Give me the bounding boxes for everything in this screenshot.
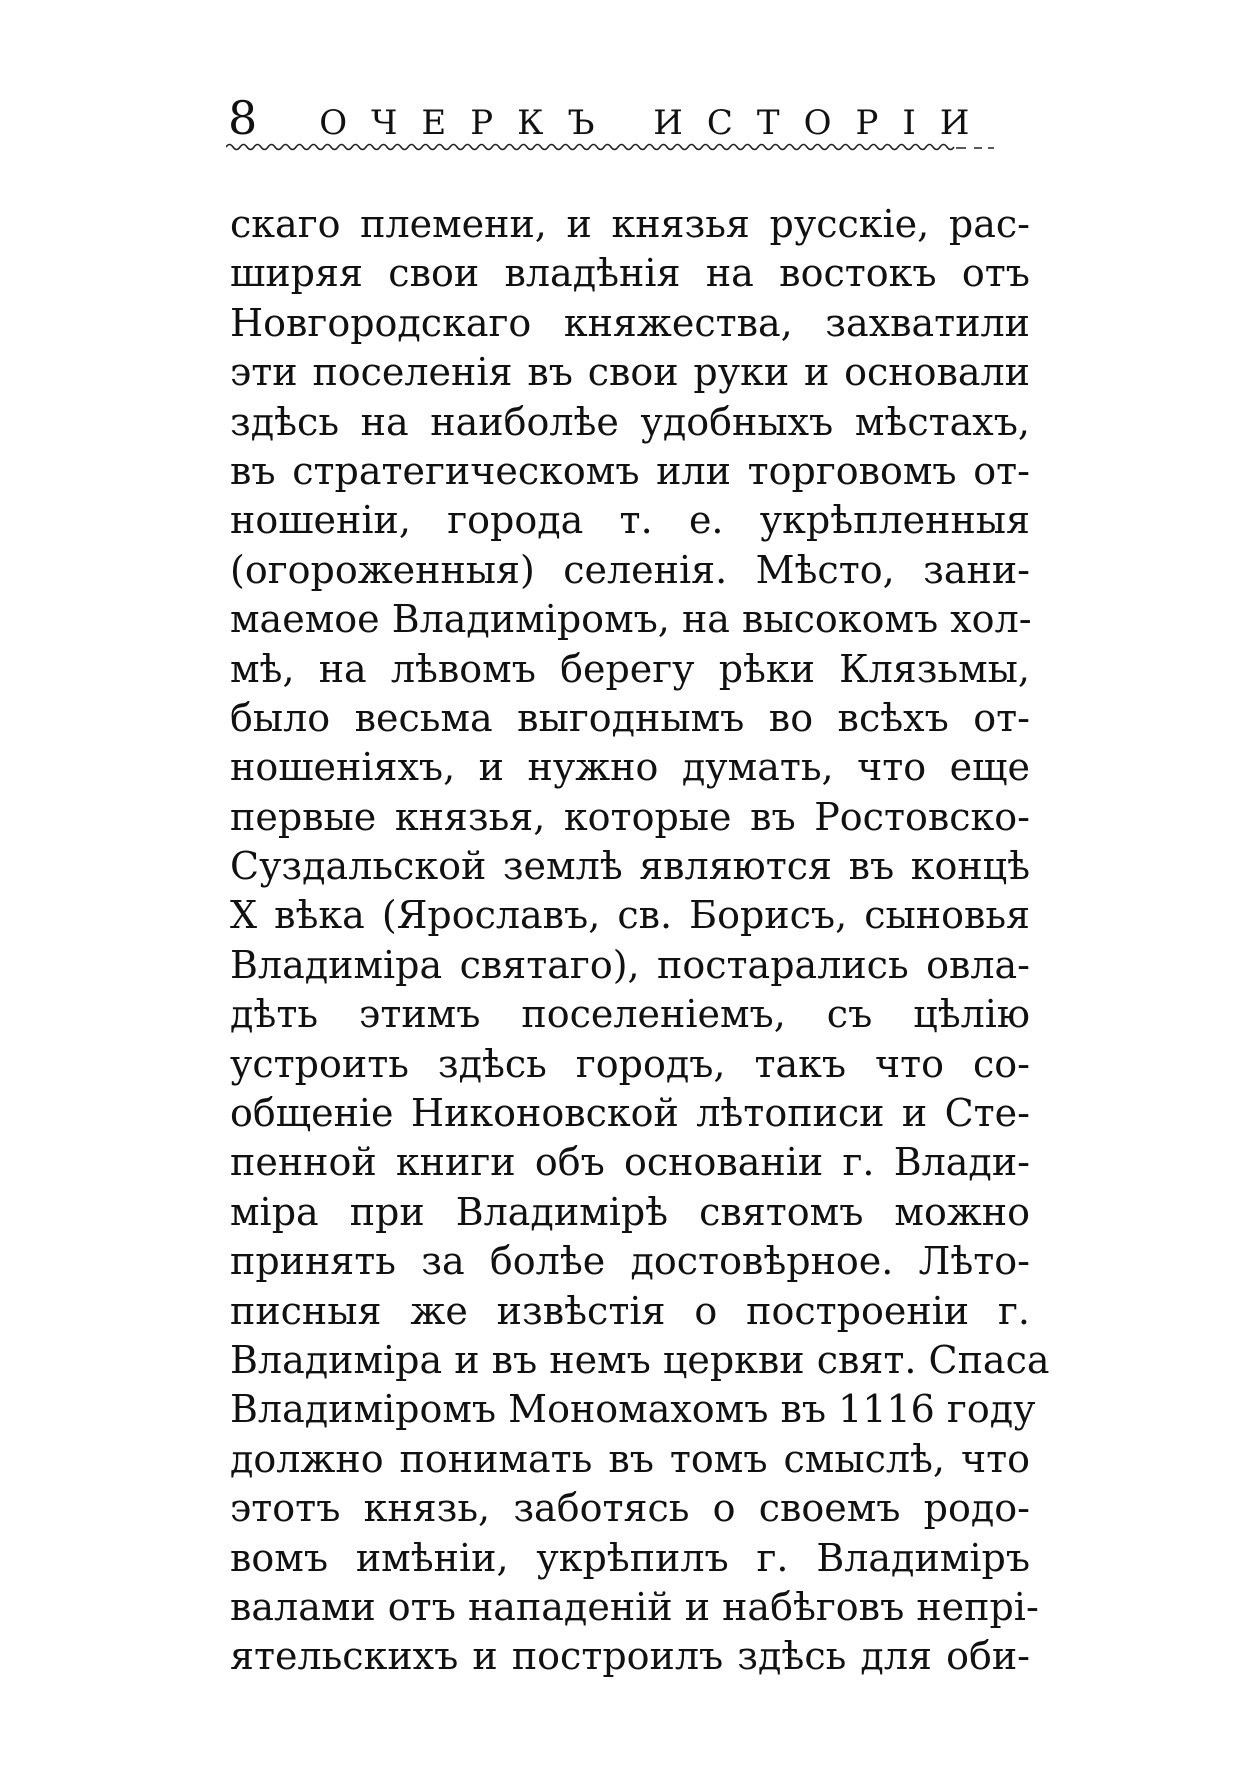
- running-title: ОЧЕРКЪ ИСТОРІИ: [319, 103, 994, 143]
- text-line: устроить здѣсь городъ, такъ что со-: [230, 1041, 1030, 1086]
- text-line: Владиміромъ Мономахомъ въ 1116 году: [230, 1387, 1036, 1432]
- text-line: ширяя свои владѣнія на востокъ отъ: [230, 251, 1030, 296]
- text-line: (огороженныя) селенія. Мѣсто, зани-: [230, 547, 1030, 592]
- text-line: Новгородскаго княжества, захватили: [230, 300, 1030, 345]
- text-line: писныя же извѣстія о построеніи г.: [230, 1288, 1030, 1333]
- text-line: Владиміра святаго), постарались овла-: [230, 942, 1030, 987]
- text-line: эти поселенія въ свои руки и основали: [230, 350, 1030, 395]
- text-line: этотъ князь, заботясь о своемъ родо-: [230, 1486, 1030, 1531]
- text-line: ятельскихъ и построилъ здѣсь для оби-: [230, 1634, 1030, 1679]
- text-line: ношеніяхъ, и нужно думать, что еще: [230, 745, 1030, 790]
- text-line: маемое Владиміромъ, на высокомъ хол-: [230, 597, 1032, 642]
- text-line: Владиміра и въ немъ церкви свят. Спаса: [230, 1337, 1050, 1382]
- text-line: пенной книги объ основаніи г. Влади-: [230, 1140, 1030, 1185]
- text-line: міра при Владимірѣ святомъ можно: [230, 1189, 1030, 1234]
- text-line: скаго племени, и князья русскіе, рас-: [230, 202, 1030, 246]
- wavy-rule-ornament: [226, 140, 1016, 154]
- text-line: принять за болѣе достовѣрное. Лѣто-: [230, 1239, 1030, 1284]
- page-number: 8: [228, 91, 258, 145]
- text-line: валами отъ нападеній и набѣговъ непрі-: [230, 1584, 1039, 1629]
- text-line: X вѣка (Ярославъ, св. Борисъ, сыновья: [230, 893, 1030, 938]
- running-head: [228, 88, 1028, 148]
- text-line: должно понимать въ томъ смыслѣ, что: [230, 1436, 1030, 1481]
- body-text: [230, 200, 1050, 1682]
- text-line: было весьма выгоднымъ во всѣхъ от-: [230, 695, 1030, 740]
- text-line: Суздальской землѣ являются въ концѣ: [230, 844, 1030, 889]
- text-line: ношеніи, города т. е. укрѣпленныя: [230, 498, 1030, 543]
- text-line: мѣ, на лѣвомъ берегу рѣки Клязьмы,: [230, 646, 1030, 691]
- text-line: вомъ имѣніи, укрѣпилъ г. Владиміръ: [230, 1535, 1030, 1580]
- text-line: въ стратегическомъ или торговомъ от-: [230, 448, 1030, 493]
- text-line: дѣть этимъ поселеніемъ, съ цѣлію: [230, 992, 1030, 1037]
- text-line: первые князья, которые въ Ростовско-: [230, 794, 1030, 839]
- text-line: здѣсь на наиболѣе удобныхъ мѣстахъ,: [230, 399, 1030, 444]
- text-line: общеніе Никоновской лѣтописи и Сте-: [230, 1091, 1030, 1136]
